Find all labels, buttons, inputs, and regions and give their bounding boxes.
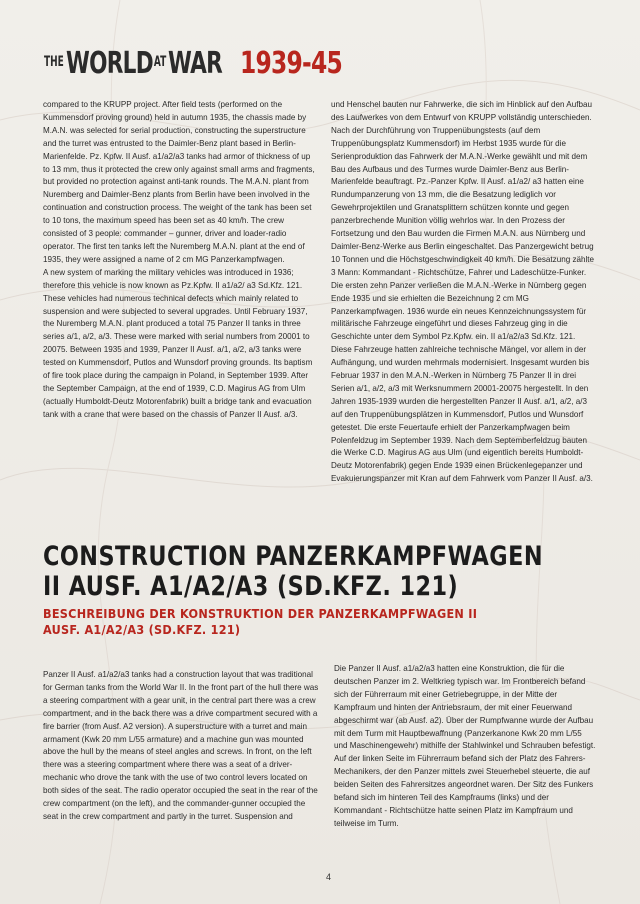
paragraph: Die Panzer II Ausf. a1/a2/a3 hatten eine Konstruktion, die für die deutschen Panzer im 2. Weltkrieg typisch war. Im Frontbereich befand sich der Führerraum mit einer Getriebegruppe, in der Mitte der Kampfraum und hinten der Antriebsraum, der mit einer Feuerwand abgeschirmt war (ab Ausf. a2). Über der Rumpfwanne wurde der Aufbau mit dem Turm mit Hauptbewaffnung (Panzerkanone Kwk 20 mm L/55 und Maschinengewehr) mithilfe der Stahlwinkel und Schrauben befestigt. Auf der linken Seite im Führerraum befand sich der Platz des Fahrers-Mechanikers, der den Panzer mittels zwei Steuerhebel steuerte, die auf beiden Seiten des Fahrersitzes angeordnet waren. Der Sitz des Funkers befand sich im hinteren Teil des Kampfraums (links) und der Kommandant - Richtschütze hatte seinen Platz im Kampfraum und teilweise im Turm. (334, 664, 596, 828)
logo-years: 1939-45 (240, 45, 343, 81)
english-construction-column (43, 669, 320, 824)
paragraph: und Henschel bauten nur Fahrwerke, die sich im Hinblick auf den Aufbau des Laufwerkes von dem Entwurf von KRUPP vollständig unterschieden. Nach der Durchführung von Truppenübungstests (auf dem Truppenübungsplatz Kummensdorf) im Herbst 1935 wurde für die Serienproduktion das Fahrwerk der M.A.N.-Werke gewählt und mit dem Bau des Aufbaus und des Turmes wurde Daimler-Benz aus Berlin-Marienfelde beauftragt. Pz.-Panzer Kpfw. II Ausf. a1/a2/ a3 hatten eine Rundumpanzerung von 13 mm, die die Besatzung lediglich vor Gewehrprojektilen und Granatsplittern schützen konnte und gegen panzerbrechende Munition völlig wehrlos war. In den Prozess der Fortsetzung und den Bau wurden die Firmen M.A.N. aus Nürnberg und Daimler-Benz-Werke aus Berlin eingeschaltet. Das Panzergewicht betrug 10 Tonnen und die Höchstgeschwindigkeit 40 km/h. Die Besatzung zählte 3 Mann: Kommandant - Richtschütze, Fahrer und Ladeschütze-Funker. Die ersten zehn Panzer verließen die M.A.N.-Werke in Nürnberg gegen Ende 1935 und sie erhielten die Bezeichnung 2 cm MG Panzerkampfwagen. 1936 wurde ein neues Kennzeichnungssystem für militärische Fahrzeuge eingeführt und dieses Fahrzeug ging in die Geschichte unter dem Symbol Pz.Kpfw. ein. II a1/a2/a3 Sd.Kfz. 121. Diese Fahrzeuge hatten zahlreiche technische Mängel, vor allem in der Aufhängung, und wurden mehrmals modernisiert. Insgesamt wurden bis Februar 1937 in den M.A.N.-Werken in Nürnberg 75 Panzer II in drei Serien a/1, a/2, a/3 mit Werksnummern 20001-20075 hergestellt. In den Jahren 1935-1939 wurden die hergestellten Panzer II Ausf. a/1, a/2, a/3 auf den Truppenübungsplätzen in Kummensdorf, Putlos und Wunsdorf getestet. Die erste Feuertaufe erhielt der Panzerkampfwagen beim Polenfeldzug im September 1939. Nach dem Septemberfeldzug bauten die Werke C.D. Magirus AG aus Ulm (und eigentlich bereits Humboldt-Deutz Motorenfabrik) gegen Ende 1939 einen Brückenlegepanzer und Evakuierungspanzer mit Kran auf dem Fahrwerk vom Panzer II Ausf. a/3. (331, 100, 595, 484)
paragraph: compared to the KRUPP project. After field tests (performed on the Kummensdorf proving ground) held in autumn 1935, the chassis made by M.A.N. was selected for serial production, constructing the superstructure and the turret was entrusted to the Daimler-Benz plant based in Berlin-Marienfelde. Pz. Kpfw. II Ausf. a1/a2/a3 tanks had armor of thickness of up to 13 mm, thus it protected the crew only against small arms and fragments, but provided no protection against anti-tank rounds. The M.A.N. plant from Nuremberg and Daimler-Benz plants from Berlin have been involved in the continuation and construction process. The weight of the tank has been set to 10 tons, the maximum speed has been set as 40 km/h. The crew consisted of 3 people: commander – gunner, driver and loader-radio operator. The first ten tanks left the Nuremberg M.A.N. plant at the end of 1935, they were assigned a name of 2 cm MG Panzerkampfwagen. (43, 100, 315, 264)
paragraph: A new system of marking the military vehicles was introduced in 1936; therefore this vehicle is now known as Pz.Kpfw. II a1/a2/ a3 Sd.Kfz. 121. These vehicles had numerous technical defects which mainly related to suspension and were subjected to several upgrades. Until February 1937, the Nuremberg M.A.N. plant produced a total 75 Panzer II tanks in three series a/1, a/2, a/3. These were marked with serial numbers from 20001 to 20075. Between 1935 and 1939, Panzer II Ausf. a/1, a/2, a/3 tanks were tested on Kummensdorf, Putlos and Wunsdorf proving grounds. Its baptism of fire took place during the campaign in Poland, in September 1939. After the September Campaign, at the end of 1939, C.D. Magirus AG from Ulm (actually Humboldt-Deutz Motorenfabrik) built a bridge tank and evacuation tank with a crane that were based on the chassis of Panzer II Ausf. a/3. (43, 267, 313, 419)
section-subtitle-line-1: BESCHREIBUNG DER KONSTRUKTION DER PANZERKAMPFWAGEN II (43, 606, 478, 621)
page-number: 4 (326, 872, 332, 882)
logo-the: THE (44, 55, 64, 71)
paragraph: Panzer II Ausf. a1/a2/a3 tanks had a construction layout that was traditional for German tanks from the World War II. In the front part of the hull there was a steering compartment with a gear unit, in the central part there was a crew compartment, and in the back there was a drive compartment secured with a fire barrier (from Ausf. A2 version). A superstructure with a turret and main armament (Kwk 20 mm L/55 armature) and a machine gun was mounted above the hull by the means of steel angles and screws. In front, on the left there was a steering compartment where there was a seat of a driver-mechanic who drove the tank with the use of two control levers located on both sides of the seat. The radio operator occupied the seat in the rear of the crew compartment (on the left), and the commander-gunner occupied the seat in the crew compartment and partly in the turret. Suspension and (43, 670, 319, 821)
section-subtitle-line-2: AUSF. A1/A2/A3 (SD.KFZ. 121) (43, 622, 241, 637)
logo-war: WAR (168, 45, 223, 81)
german-intro-column (331, 99, 597, 486)
english-intro-column (43, 99, 315, 422)
series-logo (44, 46, 371, 80)
section-title-line-2: II AUSF. A1/A2/A3 (SD.KFZ. 121) (43, 571, 459, 602)
logo-world: WORLD (65, 45, 153, 81)
section-heading (43, 542, 603, 638)
logo-at: AT (153, 55, 167, 71)
section-title-line-1: CONSTRUCTION PANZERKAMPFWAGEN (43, 541, 543, 572)
german-construction-column (334, 663, 596, 831)
